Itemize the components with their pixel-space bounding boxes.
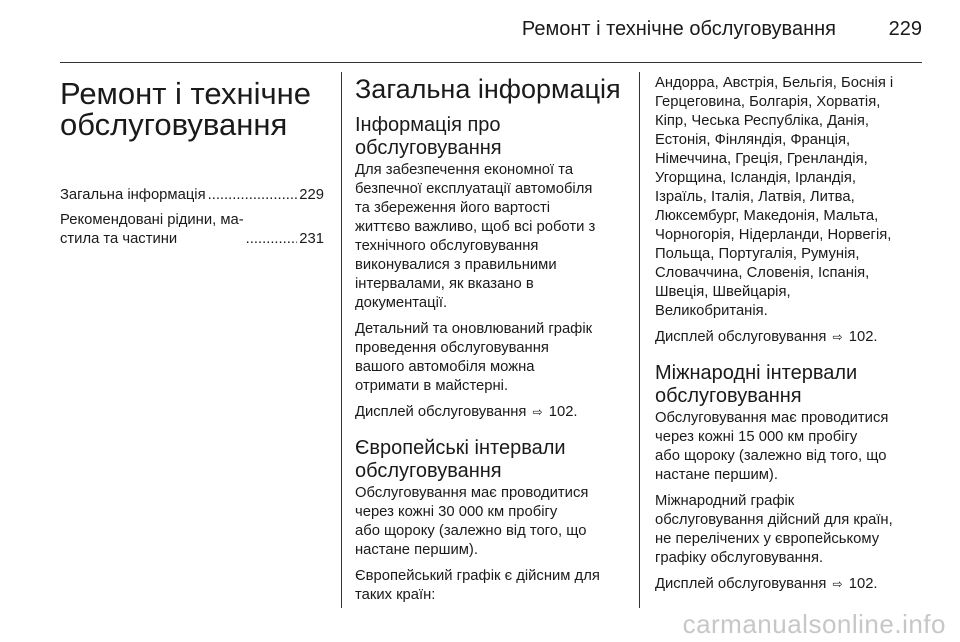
page-number: 229 — [888, 18, 922, 40]
paragraph: Міжнародний графік обслуговування дійсний для країн, не перелічених у європейському графіку обслуговування. — [655, 493, 893, 566]
arrow-right-icon: ⇨ — [832, 577, 843, 591]
left-column — [60, 74, 324, 255]
toc-leader-dots — [246, 230, 298, 249]
column-divider-right — [639, 72, 640, 608]
subsection-title-service-info: Інформація про обслуговування — [355, 114, 502, 159]
toc-entry-page: 229 — [299, 187, 324, 203]
column-divider-left — [341, 72, 342, 608]
arrow-right-icon: ⇨ — [832, 330, 843, 344]
toc-entry-general-info[interactable] — [60, 186, 324, 205]
reference-text: Дисплей обслуговування — [655, 576, 827, 592]
reference-text: Дисплей обслуговування — [655, 329, 827, 345]
service-display-reference[interactable] — [355, 403, 623, 422]
header-rule — [60, 62, 922, 63]
chapter-title: Ремонт і технічне обслуговування — [60, 76, 311, 142]
paragraph: Європейський графік є дійсним для таких країн: — [355, 568, 600, 603]
paragraph: Обслуговування має проводитися через кожні 15 000 км пробігу або щороку (залежно від того, що настане першим). — [655, 410, 889, 483]
reference-page: 102. — [848, 576, 878, 592]
toc-leader-dots — [208, 186, 298, 205]
running-title: Ремонт і технічне обслуговування — [521, 18, 836, 40]
service-display-reference[interactable] — [655, 328, 925, 347]
toc-entry-text: Рекомендовані рідини, ма- стила та частини — [60, 212, 244, 247]
reference-page: 102. — [548, 404, 578, 420]
service-display-reference[interactable] — [655, 575, 925, 594]
watermark: carmanualsonline.info — [682, 609, 946, 639]
right-column — [655, 74, 925, 601]
reference-page: 102. — [848, 329, 878, 345]
page-header — [60, 14, 922, 62]
toc-entry-text: Загальна інформація — [60, 187, 206, 203]
section-title: Загальна інформація — [355, 74, 621, 104]
reference-text: Дисплей обслуговування — [355, 404, 527, 420]
paragraph: Для забезпечення економної та безпечної експлуатації автомобіля та збереження його вартості життєво важливо, щоб всі роботи з технічного обслуговування виконувалися з правильними інтервалами, як вказано в документації. — [355, 162, 596, 311]
subsection-title-international-intervals: Міжнародні інтервали обслуговування — [655, 362, 858, 407]
middle-column — [355, 74, 623, 612]
toc-entry-fluids-lubricants[interactable] — [60, 211, 324, 249]
arrow-right-icon: ⇨ — [532, 405, 543, 419]
paragraph: Детальний та оновлюваний графік проведення обслуговування вашого автомобіля можна отримати в майстерні. — [355, 321, 593, 394]
subsection-title-european-intervals: Європейські інтервали обслуговування — [355, 437, 566, 482]
country-list: Андорра, Австрія, Бельгія, Боснія і Герцеговина, Болгарія, Хорватія, Кіпр, Чеська Республіка, Данія, Естонія, Фінляндія, Франція, Німеччина, Греція, Гренландія, Угорщина, Ісландія, Ірландія, Ізраїль, Італія, Латвія, Литва, Люксембург, Македонія, Мальта, Чорногорія, Нідерланди, Норвегія, Польща, Португалія, Румунія, Словаччина, Словенія, Іспанія, Швеція, Швейцарія, Великобританія. — [655, 75, 894, 319]
toc-entry-page: 231 — [299, 231, 324, 247]
paragraph: Обслуговування має проводитися через кожні 30 000 км пробігу або щороку (залежно від того, що настане першим). — [355, 485, 589, 558]
